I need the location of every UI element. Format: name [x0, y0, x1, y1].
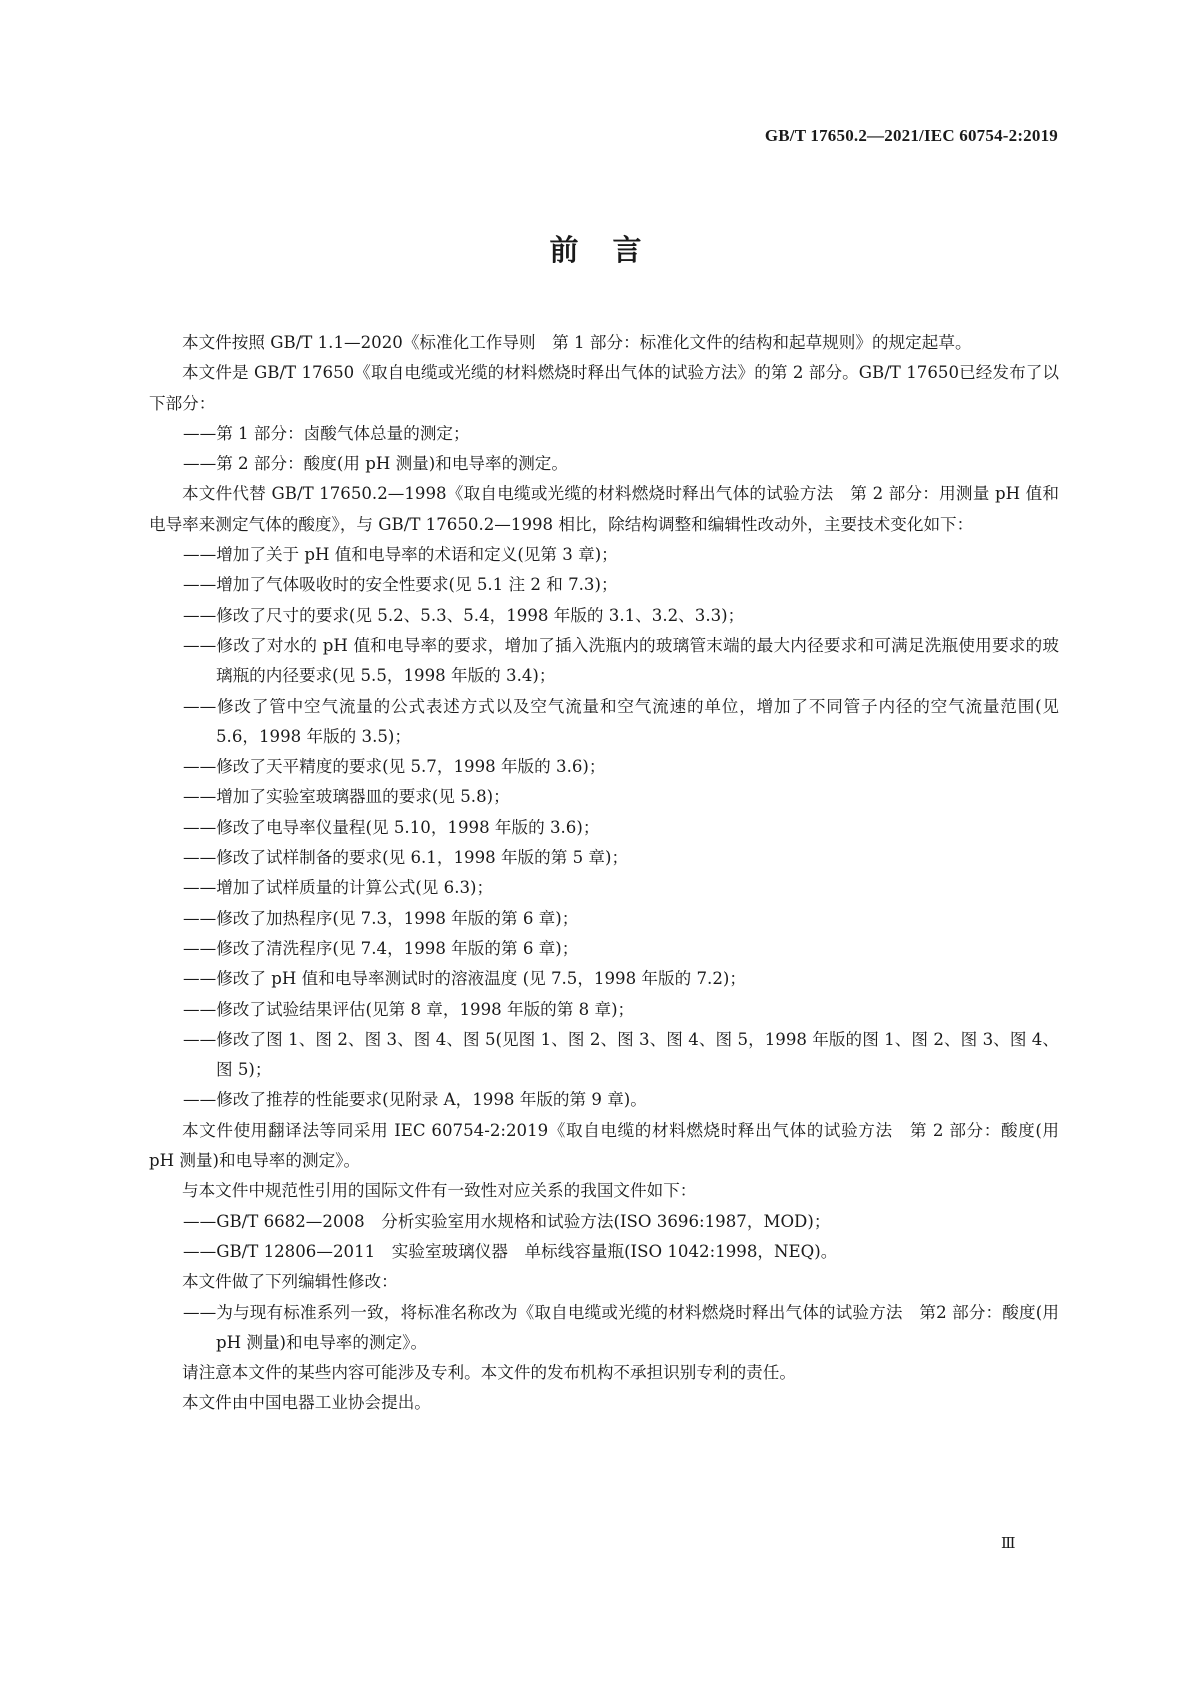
paragraph: 与本文件中规范性引用的国际文件有一致性对应关系的我国文件如下：	[182, 1181, 697, 1201]
page-number: Ⅲ	[1001, 1536, 1016, 1552]
list-item: ——第 1 部分：卤酸气体总量的测定；	[183, 423, 470, 443]
list-item: ——修改了加热程序(见 7.3，1998 年版的第 6 章)；	[183, 908, 579, 928]
list-item: ——为与现有标准系列一致，将标准名称改为《取自电缆或光缆的材料燃烧时释出气体的试验方法 第2 部分：酸度(用 pH 测量)和电导率的测定》。	[183, 1302, 1059, 1352]
list-item: ——修改了清洗程序(见 7.4，1998 年版的第 6 章)；	[183, 938, 579, 958]
paragraph: 本文件代替 GB/T 17650.2—1998《取自电缆或光缆的材料燃烧时释出气体的试验方法 第 2 部分：用测量 pH 值和电导率来测定气体的酸度》，与 GB/T 17650.2—1998 相比，除结构调整和编辑性改动外，主要技术变化如下：	[149, 484, 1059, 534]
paragraph: 本文件由中国电器工业协会提出。	[182, 1393, 431, 1413]
paragraph: 本文件是 GB/T 17650《取自电缆或光缆的材料燃烧时释出气体的试验方法》的第 2 部分。GB/T 17650已经发布了以下部分：	[149, 363, 1059, 413]
foreword-body	[149, 328, 1059, 1419]
list-item: ——GB/T 6682—2008 分析实验室用水规格和试验方法(ISO 3696:1987，MOD)；	[183, 1211, 831, 1231]
paragraph: 本文件按照 GB/T 1.1—2020《标准化工作导则 第 1 部分：标准化文件的结构和起草规则》的规定起草。	[182, 333, 972, 352]
list-item: ——修改了推荐的性能要求(见附录 A，1998 年版的第 9 章)。	[183, 1090, 647, 1110]
list-item: ——修改了电导率仪量程(见 5.10，1998 年版的 3.6)；	[183, 817, 600, 837]
list-item: ——修改了管中空气流量的公式表述方式以及空气流量和空气流速的单位，增加了不同管子内径的空气流量范围(见 5.6，1998 年版的 3.5)；	[183, 696, 1059, 746]
page-title: 前言	[549, 233, 676, 267]
list-item: ——增加了试样质量的计算公式(见 6.3)；	[183, 878, 494, 898]
list-item: ——增加了气体吸收时的安全性要求(见 5.1 注 2 和 7.3)；	[183, 575, 618, 595]
list-item: ——修改了对水的 pH 值和电导率的要求，增加了插入洗瓶内的玻璃管末端的最大内径要求和可满足洗瓶使用要求的玻璃瓶的内径要求(见 5.5，1998 年版的 3.4)；	[183, 635, 1059, 686]
list-item: ——增加了实验室玻璃器皿的要求(见 5.8)；	[183, 787, 510, 807]
paragraph: 本文件做了下列编辑性修改：	[182, 1272, 398, 1292]
list-item: ——第 2 部分：酸度(用 pH 测量)和电导率的测定。	[183, 454, 568, 474]
list-item: ——修改了 pH 值和电导率测试时的溶液温度 (见 7.5，1998 年版的 7.2)；	[183, 969, 746, 989]
list-item: ——修改了试验结果评估(见第 8 章，1998 年版的第 8 章)；	[183, 999, 635, 1019]
paragraph: 本文件使用翻译法等同采用 IEC 60754-2:2019《取自电缆的材料燃烧时释出气体的试验方法 第 2 部分：酸度(用 pH 测量)和电导率的测定》。	[149, 1120, 1059, 1171]
list-item: ——GB/T 12806—2011 实验室玻璃仪器 单标线容量瓶(ISO 1042:1998，NEQ)。	[183, 1241, 838, 1261]
standard-code: GB/T 17650.2—2021/IEC 60754-2:2019	[764, 126, 1058, 145]
list-item: ——增加了关于 pH 值和电导率的术语和定义(见第 3 章)；	[183, 545, 618, 565]
list-item: ——修改了天平精度的要求(见 5.7，1998 年版的 3.6)；	[183, 757, 606, 777]
paragraph: 请注意本文件的某些内容可能涉及专利。本文件的发布机构不承担识别专利的责任。	[182, 1363, 796, 1383]
list-item: ——修改了尺寸的要求(见 5.2、5.3、5.4，1998 年版的 3.1、3.2、3.3)；	[183, 605, 745, 625]
list-item: ——修改了试样制备的要求(见 6.1，1998 年版的第 5 章)；	[183, 848, 629, 868]
list-item: ——修改了图 1、图 2、图 3、图 4、图 5(见图 1、图 2、图 3、图 4、图 5，1998 年版的图 1、图 2、图 3、图 4、图 5)；	[183, 1029, 1059, 1080]
